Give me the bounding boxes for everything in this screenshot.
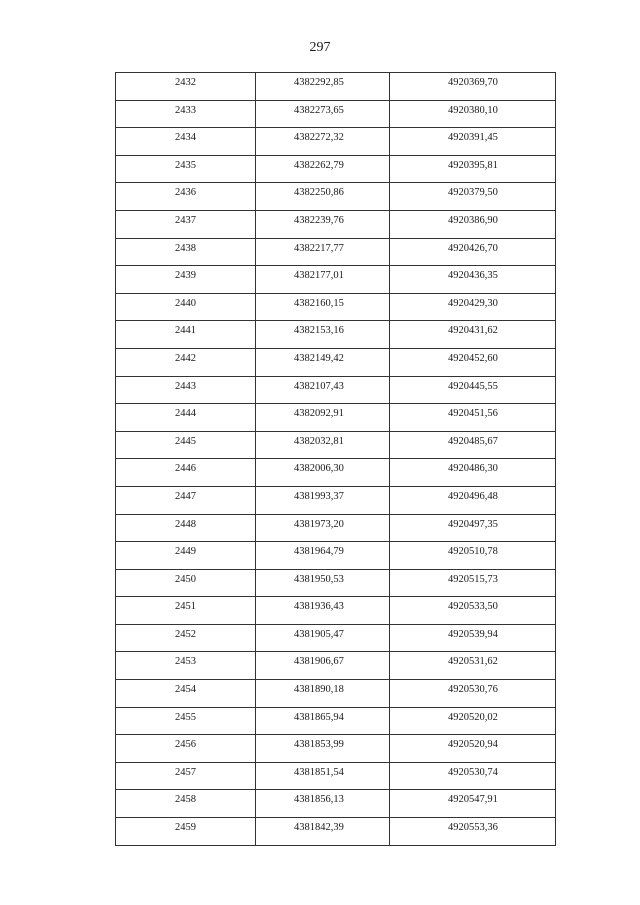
table-row bbox=[116, 735, 556, 763]
y-coordinate-text: 4920533,50 bbox=[448, 601, 498, 613]
y-coordinate-text: 4920515,73 bbox=[448, 573, 498, 585]
x-coordinate-cell bbox=[256, 238, 390, 266]
y-coordinate-cell bbox=[390, 183, 556, 211]
point-number-text: 2458 bbox=[175, 794, 196, 806]
y-coordinate-cell bbox=[390, 293, 556, 321]
x-coordinate-cell bbox=[256, 652, 390, 680]
x-coordinate-text: 4381906,67 bbox=[294, 656, 344, 668]
y-coordinate-text: 4920531,62 bbox=[448, 656, 498, 668]
x-coordinate-cell bbox=[256, 266, 390, 294]
point-number-text: 2445 bbox=[175, 435, 196, 447]
x-coordinate-text: 4381993,37 bbox=[294, 490, 344, 502]
x-coordinate-text: 4381950,53 bbox=[294, 573, 344, 585]
x-coordinate-cell bbox=[256, 514, 390, 542]
x-coordinate-text: 4381853,99 bbox=[294, 739, 344, 751]
x-coordinate-cell bbox=[256, 155, 390, 183]
table-row bbox=[116, 100, 556, 128]
y-coordinate-text: 4920436,35 bbox=[448, 270, 498, 282]
point-number-text: 2457 bbox=[175, 766, 196, 778]
point-number-cell bbox=[116, 321, 256, 349]
point-number-text: 2448 bbox=[175, 518, 196, 530]
y-coordinate-text: 4920379,50 bbox=[448, 187, 498, 199]
point-number-text: 2449 bbox=[175, 546, 196, 558]
x-coordinate-text: 4382262,79 bbox=[294, 159, 344, 171]
point-number-cell bbox=[116, 100, 256, 128]
y-coordinate-cell bbox=[390, 73, 556, 101]
x-coordinate-text: 4382217,77 bbox=[294, 242, 344, 254]
y-coordinate-cell bbox=[390, 707, 556, 735]
x-coordinate-cell bbox=[256, 486, 390, 514]
x-coordinate-cell bbox=[256, 348, 390, 376]
x-coordinate-text: 4381890,18 bbox=[294, 684, 344, 696]
y-coordinate-cell bbox=[390, 100, 556, 128]
table-row bbox=[116, 790, 556, 818]
page-number: 297 bbox=[309, 40, 331, 55]
point-number-text: 2451 bbox=[175, 601, 196, 613]
y-coordinate-text: 4920451,56 bbox=[448, 408, 498, 420]
x-coordinate-text: 4382292,85 bbox=[294, 77, 344, 88]
point-number-text: 2441 bbox=[175, 325, 196, 337]
y-coordinate-cell bbox=[390, 542, 556, 570]
point-number-cell bbox=[116, 238, 256, 266]
point-number-text: 2446 bbox=[175, 463, 196, 475]
point-number-cell bbox=[116, 404, 256, 432]
point-number-text: 2450 bbox=[175, 573, 196, 585]
y-coordinate-text: 4920380,10 bbox=[448, 104, 498, 116]
point-number-text: 2455 bbox=[175, 711, 196, 723]
point-number-cell bbox=[116, 735, 256, 763]
point-number-text: 2437 bbox=[175, 214, 196, 226]
y-coordinate-cell bbox=[390, 762, 556, 790]
y-coordinate-text: 4920426,70 bbox=[448, 242, 498, 254]
table-row bbox=[116, 210, 556, 238]
x-coordinate-text: 4381973,20 bbox=[294, 518, 344, 530]
y-coordinate-cell bbox=[390, 459, 556, 487]
point-number-cell bbox=[116, 210, 256, 238]
table-row bbox=[116, 404, 556, 432]
y-coordinate-text: 4920486,30 bbox=[448, 463, 498, 475]
y-coordinate-cell bbox=[390, 376, 556, 404]
table-row bbox=[116, 183, 556, 211]
point-number-cell bbox=[116, 376, 256, 404]
point-number-cell bbox=[116, 73, 256, 101]
x-coordinate-cell bbox=[256, 210, 390, 238]
table-row bbox=[116, 569, 556, 597]
y-coordinate-text: 4920539,94 bbox=[448, 628, 498, 640]
point-number-cell bbox=[116, 155, 256, 183]
y-coordinate-cell bbox=[390, 486, 556, 514]
y-coordinate-text: 4920386,90 bbox=[448, 214, 498, 226]
point-number-text: 2439 bbox=[175, 270, 196, 282]
point-number-cell bbox=[116, 459, 256, 487]
table-row bbox=[116, 597, 556, 625]
x-coordinate-cell bbox=[256, 542, 390, 570]
x-coordinate-text: 4381865,94 bbox=[294, 711, 344, 723]
y-coordinate-cell bbox=[390, 348, 556, 376]
x-coordinate-cell bbox=[256, 762, 390, 790]
point-number-text: 2435 bbox=[175, 159, 196, 171]
x-coordinate-text: 4381936,43 bbox=[294, 601, 344, 613]
table-row bbox=[116, 293, 556, 321]
y-coordinate-text: 4920395,81 bbox=[448, 159, 498, 171]
table-row bbox=[116, 680, 556, 708]
coordinates-table bbox=[115, 72, 556, 846]
x-coordinate-cell bbox=[256, 431, 390, 459]
y-coordinate-cell bbox=[390, 128, 556, 156]
point-number-cell bbox=[116, 431, 256, 459]
point-number-cell bbox=[116, 818, 256, 846]
point-number-text: 2443 bbox=[175, 380, 196, 392]
table-row bbox=[116, 707, 556, 735]
y-coordinate-cell bbox=[390, 155, 556, 183]
y-coordinate-text: 4920452,60 bbox=[448, 352, 498, 364]
x-coordinate-cell bbox=[256, 404, 390, 432]
table-row bbox=[116, 155, 556, 183]
x-coordinate-cell bbox=[256, 376, 390, 404]
y-coordinate-text: 4920485,67 bbox=[448, 435, 498, 447]
point-number-text: 2442 bbox=[175, 352, 196, 364]
point-number-text: 2454 bbox=[175, 684, 196, 696]
y-coordinate-text: 4920553,36 bbox=[448, 822, 498, 834]
y-coordinate-text: 4920497,35 bbox=[448, 518, 498, 530]
x-coordinate-cell bbox=[256, 321, 390, 349]
table-row bbox=[116, 321, 556, 349]
x-coordinate-text: 4381905,47 bbox=[294, 628, 344, 640]
y-coordinate-text: 4920530,74 bbox=[448, 766, 498, 778]
x-coordinate-text: 4381856,13 bbox=[294, 794, 344, 806]
y-coordinate-cell bbox=[390, 431, 556, 459]
x-coordinate-cell bbox=[256, 128, 390, 156]
x-coordinate-text: 4382153,16 bbox=[294, 325, 344, 337]
y-coordinate-cell bbox=[390, 735, 556, 763]
x-coordinate-text: 4382006,30 bbox=[294, 463, 344, 475]
x-coordinate-text: 4382273,65 bbox=[294, 104, 344, 116]
point-number-text: 2452 bbox=[175, 628, 196, 640]
table-row bbox=[116, 514, 556, 542]
y-coordinate-cell bbox=[390, 818, 556, 846]
point-number-cell bbox=[116, 486, 256, 514]
y-coordinate-text: 4920391,45 bbox=[448, 132, 498, 144]
point-number-cell bbox=[116, 514, 256, 542]
point-number-cell bbox=[116, 128, 256, 156]
point-number-text: 2444 bbox=[175, 408, 196, 420]
table-row bbox=[116, 542, 556, 570]
y-coordinate-text: 4920429,30 bbox=[448, 297, 498, 309]
x-coordinate-text: 4382032,81 bbox=[294, 435, 344, 447]
point-number-text: 2438 bbox=[175, 242, 196, 254]
x-coordinate-text: 4382107,43 bbox=[294, 380, 344, 392]
y-coordinate-text: 4920496,48 bbox=[448, 490, 498, 502]
x-coordinate-text: 4382250,86 bbox=[294, 187, 344, 199]
point-number-cell bbox=[116, 652, 256, 680]
point-number-text: 2434 bbox=[175, 132, 196, 144]
y-coordinate-text: 4920445,55 bbox=[448, 380, 498, 392]
x-coordinate-text: 4382272,32 bbox=[294, 132, 344, 144]
point-number-text: 2459 bbox=[175, 822, 196, 834]
y-coordinate-text: 4920369,70 bbox=[448, 77, 498, 88]
point-number-text: 2436 bbox=[175, 187, 196, 199]
x-coordinate-cell bbox=[256, 680, 390, 708]
y-coordinate-cell bbox=[390, 652, 556, 680]
table-body bbox=[116, 73, 556, 846]
y-coordinate-cell bbox=[390, 321, 556, 349]
y-coordinate-cell bbox=[390, 266, 556, 294]
table-row bbox=[116, 459, 556, 487]
y-coordinate-cell bbox=[390, 238, 556, 266]
table-row bbox=[116, 818, 556, 846]
table-row bbox=[116, 762, 556, 790]
y-coordinate-text: 4920431,62 bbox=[448, 325, 498, 337]
y-coordinate-cell bbox=[390, 597, 556, 625]
x-coordinate-cell bbox=[256, 790, 390, 818]
table-row bbox=[116, 73, 556, 101]
x-coordinate-text: 4382239,76 bbox=[294, 214, 344, 226]
point-number-cell bbox=[116, 348, 256, 376]
table-row bbox=[116, 238, 556, 266]
x-coordinate-text: 4381851,54 bbox=[294, 766, 344, 778]
table-row bbox=[116, 624, 556, 652]
point-number-cell bbox=[116, 293, 256, 321]
x-coordinate-text: 4381842,39 bbox=[294, 822, 344, 834]
x-coordinate-text: 4382177,01 bbox=[294, 270, 344, 282]
x-coordinate-text: 4381964,79 bbox=[294, 546, 344, 558]
point-number-cell bbox=[116, 707, 256, 735]
table-row bbox=[116, 128, 556, 156]
y-coordinate-text: 4920530,76 bbox=[448, 684, 498, 696]
y-coordinate-text: 4920510,78 bbox=[448, 546, 498, 558]
x-coordinate-text: 4382149,42 bbox=[294, 352, 344, 364]
point-number-cell bbox=[116, 183, 256, 211]
x-coordinate-cell bbox=[256, 459, 390, 487]
point-number-cell bbox=[116, 542, 256, 570]
y-coordinate-text: 4920520,94 bbox=[448, 739, 498, 751]
y-coordinate-text: 4920547,91 bbox=[448, 794, 498, 806]
x-coordinate-text: 4382160,15 bbox=[294, 297, 344, 309]
x-coordinate-cell bbox=[256, 735, 390, 763]
y-coordinate-cell bbox=[390, 210, 556, 238]
y-coordinate-text: 4920520,02 bbox=[448, 711, 498, 723]
x-coordinate-cell bbox=[256, 597, 390, 625]
point-number-cell bbox=[116, 266, 256, 294]
y-coordinate-cell bbox=[390, 790, 556, 818]
table-row bbox=[116, 652, 556, 680]
y-coordinate-cell bbox=[390, 404, 556, 432]
point-number-text: 2447 bbox=[175, 490, 196, 502]
table-row bbox=[116, 431, 556, 459]
x-coordinate-cell bbox=[256, 707, 390, 735]
y-coordinate-cell bbox=[390, 569, 556, 597]
x-coordinate-text: 4382092,91 bbox=[294, 408, 344, 420]
table-row bbox=[116, 376, 556, 404]
point-number-text: 2453 bbox=[175, 656, 196, 668]
x-coordinate-cell bbox=[256, 73, 390, 101]
point-number-cell bbox=[116, 624, 256, 652]
point-number-cell bbox=[116, 569, 256, 597]
point-number-cell bbox=[116, 762, 256, 790]
point-number-cell bbox=[116, 680, 256, 708]
point-number-text: 2432 bbox=[175, 77, 196, 88]
x-coordinate-cell bbox=[256, 624, 390, 652]
x-coordinate-cell bbox=[256, 293, 390, 321]
point-number-cell bbox=[116, 790, 256, 818]
x-coordinate-cell bbox=[256, 183, 390, 211]
x-coordinate-cell bbox=[256, 569, 390, 597]
y-coordinate-cell bbox=[390, 624, 556, 652]
point-number-text: 2440 bbox=[175, 297, 196, 309]
x-coordinate-cell bbox=[256, 818, 390, 846]
point-number-text: 2456 bbox=[175, 739, 196, 751]
y-coordinate-cell bbox=[390, 680, 556, 708]
point-number-cell bbox=[116, 597, 256, 625]
x-coordinate-cell bbox=[256, 100, 390, 128]
table-row bbox=[116, 266, 556, 294]
table-row bbox=[116, 348, 556, 376]
table-row bbox=[116, 486, 556, 514]
y-coordinate-cell bbox=[390, 514, 556, 542]
point-number-text: 2433 bbox=[175, 104, 196, 116]
